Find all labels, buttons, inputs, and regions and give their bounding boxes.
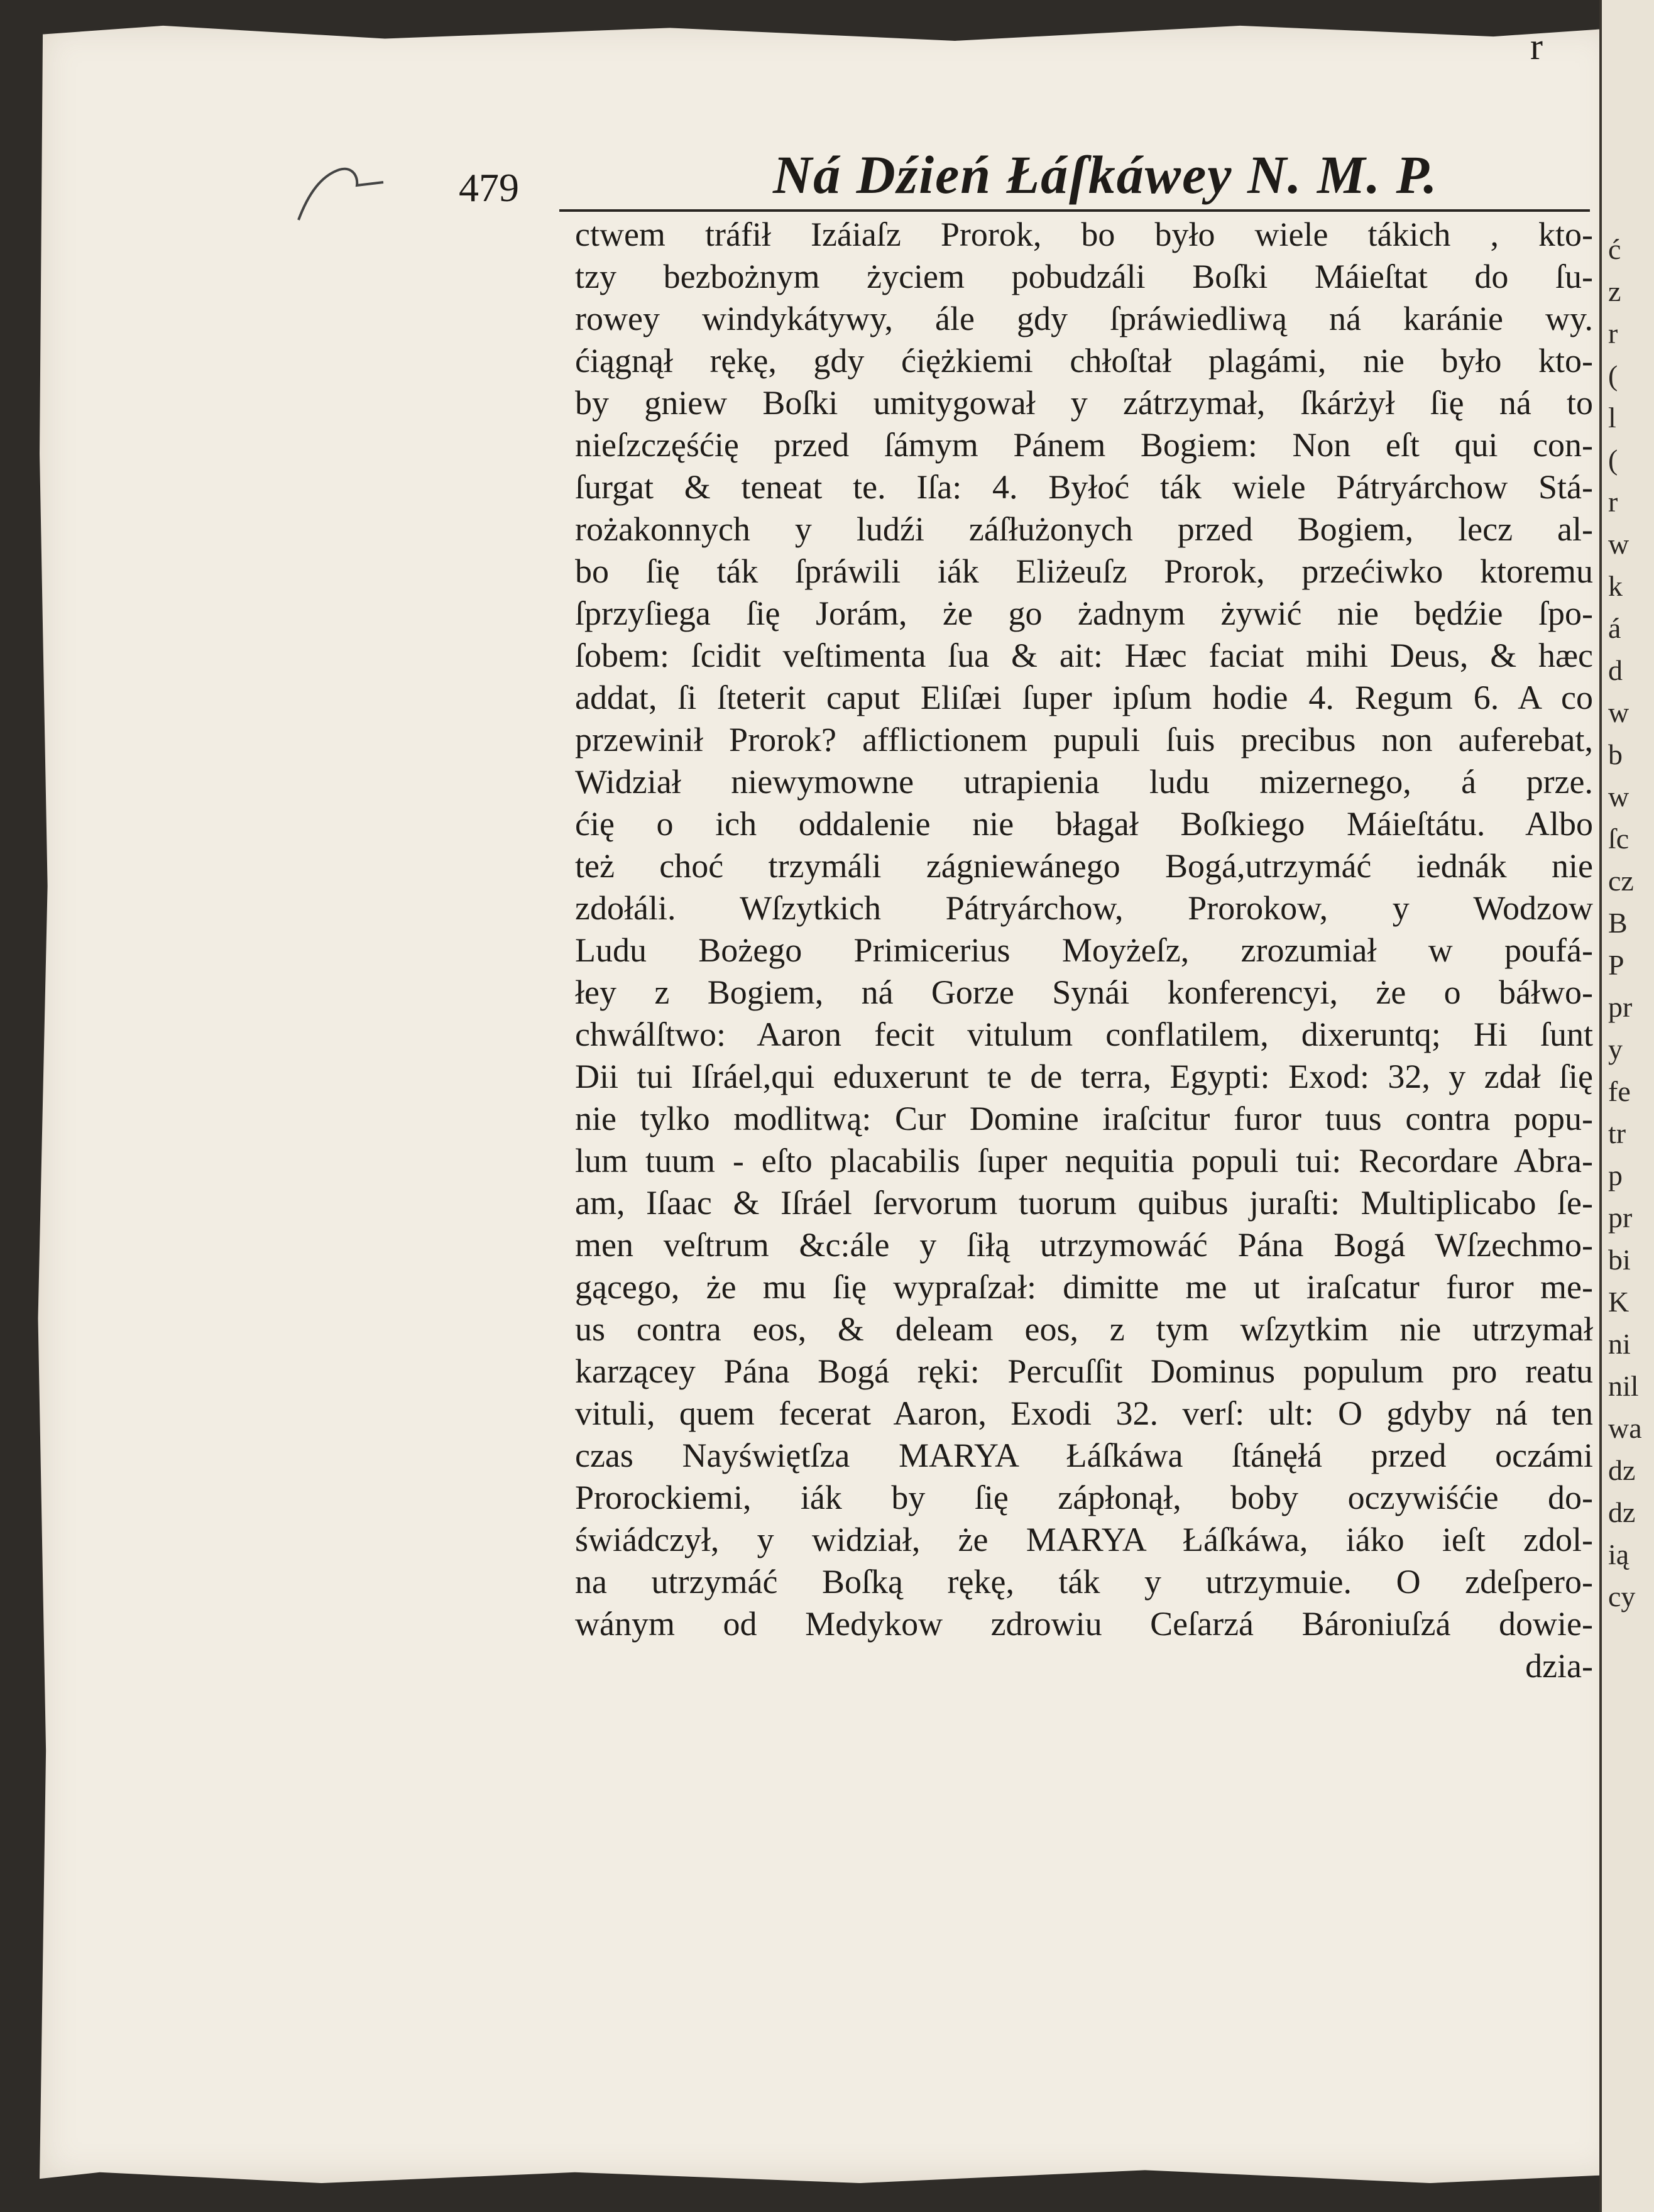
next-page-fragment: w <box>1608 528 1629 560</box>
next-page-fragment: p <box>1608 1159 1623 1191</box>
next-page-fragment: b <box>1608 738 1623 770</box>
text-line: rowey windykátywy, ále gdy ſpráwiedliwą ná karánie wy. <box>575 300 1593 337</box>
text-line: am, Iſaac & Iſráel ſervorum tuorum quibus juraſti: Multiplicabo ſe- <box>575 1184 1593 1222</box>
next-page-fragment: y <box>1608 1033 1623 1065</box>
next-page-fragment: P <box>1608 949 1624 981</box>
text-line: wánym od Medykow zdrowiu Ceſarzá Bároniuſzá dowie- <box>575 1605 1593 1643</box>
text-line: też choć trzymáli zágniewánego Bogá,utrzymáć iednák nie <box>575 847 1593 885</box>
text-line: ſprzyſiega ſię Jorám, że go żadnym żywić nie będźie ſpo- <box>575 594 1593 632</box>
text-line: karzącey Pána Bogá ręki: Percuſſit Dominus populum pro reatu <box>575 1352 1593 1390</box>
header-rule <box>559 209 1590 212</box>
next-page-fragment: dz <box>1608 1454 1636 1486</box>
next-page-fragment: ni <box>1608 1328 1631 1360</box>
text-line: bo ſię ták ſpráwili iák Eliżeuſz Prorok, przećiwko ktoremu <box>575 552 1593 590</box>
corner-mark: r <box>1530 26 1543 67</box>
text-line: addat, ſi ſteterit caput Eliſæi ſuper ipſum hodie 4. Regum 6. A co <box>575 679 1593 716</box>
text-line: świádczył, y widział, że MARYA Łáſkáwa, iáko ieſt zdol- <box>575 1521 1593 1558</box>
text-line: przewinił Prorok? afflictionem pupuli ſuis precibus non auferebat, <box>575 721 1593 758</box>
text-line: nieſzczęśćię przed ſámym Pánem Bogiem: Non eſt qui con- <box>575 426 1593 464</box>
text-line: lum tuum - eſto placabilis ſuper nequitia populi tui: Recordare Abra- <box>575 1142 1593 1180</box>
text-line: czas Nayświętſza MARYA Łáſkáwa ſtánęłá przed oczámi <box>575 1437 1593 1474</box>
text-line: na utrzymáć Boſką rękę, ták y utrzymuie. O zdeſpero- <box>575 1563 1593 1601</box>
text-line: gącego, że mu ſię wypraſzał: dimitte me ut iraſcatur furor me- <box>575 1268 1593 1306</box>
text-line: nie tylko modlitwą: Cur Domine iraſcitur furor tuus contra popu- <box>575 1100 1593 1137</box>
next-page-fragment: wa <box>1608 1412 1642 1444</box>
next-page-fragment: r <box>1608 317 1618 349</box>
text-line: us contra eos, & deleam eos, z tym wſzytkim nie utrzymał <box>575 1310 1593 1348</box>
running-title: Ná Dźień Łáſkáwey N. M. P. <box>773 145 1438 205</box>
next-page-fragment: cy <box>1608 1580 1636 1612</box>
text-line: ſurgat & teneat te. Iſa: 4. Byłoć ták wiele Pátryárchow Stá- <box>575 468 1593 506</box>
next-page-fragment: ( <box>1608 359 1618 391</box>
page-number: 479 <box>459 165 519 210</box>
next-page-fragment: nil <box>1608 1370 1639 1402</box>
text-line: Dii tui Iſráel,qui eduxerunt te de terra, Egypti: Exod: 32, y zdał ſię <box>575 1058 1593 1095</box>
text-line: ćiągnął rękę, gdy ćiężkiemi chłoſtał plagámi, nie było kto- <box>575 342 1593 380</box>
text-line: Prorockiemi, iák by ſię zápłonął, boby oczywiśćie do- <box>575 1479 1593 1516</box>
next-page-fragment: á <box>1608 612 1621 644</box>
next-page-fragment: bi <box>1608 1244 1631 1276</box>
next-page-fragment: fe <box>1608 1075 1631 1107</box>
next-page-fragment: B <box>1608 907 1628 939</box>
next-page-fragment: ſc <box>1608 823 1629 855</box>
text-line: chwálſtwo: Aaron fecit vitulum conflatilem, dixeruntq; Hi ſunt <box>575 1016 1593 1053</box>
next-page-fragment: z <box>1608 275 1621 307</box>
text-line: men veſtrum &c:ále y ſiłą utrzymowáć Pána Bogá Wſzechmo- <box>575 1226 1593 1264</box>
next-page-fragment: w <box>1608 780 1629 813</box>
next-page-fragment: dz <box>1608 1496 1636 1528</box>
text-line: tzy bezbożnym życiem pobudzáli Boſki Máieſtat do ſu- <box>575 258 1593 295</box>
body-text <box>575 214 1593 1687</box>
text-line: ctwem tráfił Izáiaſz Prorok, bo było wiele tákich , kto- <box>575 216 1593 253</box>
next-page-fragment: ć <box>1608 233 1621 265</box>
next-page-fragment: w <box>1608 696 1629 728</box>
next-page-fragment: pr <box>1608 1202 1633 1234</box>
next-page-fragment: l <box>1608 402 1616 434</box>
text-line: rożakonnych y ludźi záſłużonych przed Bogiem, lecz al- <box>575 510 1593 548</box>
margin-pencil-mark <box>295 151 390 226</box>
text-line: Ludu Bożego Primicerius Moyżeſz, zrozumiał w poufá- <box>575 931 1593 969</box>
next-page-edge <box>1599 0 1654 2212</box>
text-line: Widział niewymowne utrapienia ludu mizernego, á prze. <box>575 763 1593 801</box>
text-line: dzia- <box>1525 1647 1593 1685</box>
next-page-fragment: K <box>1608 1286 1629 1318</box>
next-page-fragment: tr <box>1608 1117 1626 1149</box>
next-page-fragment: pr <box>1608 991 1633 1023</box>
text-line: zdołáli. Wſzytkich Pátryárchow, Prorokow, y Wodzow <box>575 889 1593 927</box>
next-page-fragment: ( <box>1608 444 1618 476</box>
text-line: ćię o ich oddalenie nie błagał Boſkiego Máieſtátu. Albo <box>575 805 1593 843</box>
next-page-fragment: cz <box>1608 865 1634 897</box>
text-line: łey z Bogiem, ná Gorze Synái konferencyi, że o báłwo- <box>575 973 1593 1011</box>
next-page-fragment: ią <box>1608 1538 1629 1570</box>
text-line: ſobem: ſcidit veſtimenta ſua & ait: Hæc faciat mihi Deus, & hæc <box>575 637 1593 674</box>
next-page-fragment: d <box>1608 654 1623 686</box>
next-page-fragment: r <box>1608 486 1618 518</box>
next-page-fragment: k <box>1608 570 1623 602</box>
text-line: vituli, quem fecerat Aaron, Exodi 32. verſ: ult: O gdyby ná ten <box>575 1394 1593 1432</box>
text-line: by gniew Boſki umitygował y zátrzymał, ſkárżył ſię ná to <box>575 384 1593 422</box>
